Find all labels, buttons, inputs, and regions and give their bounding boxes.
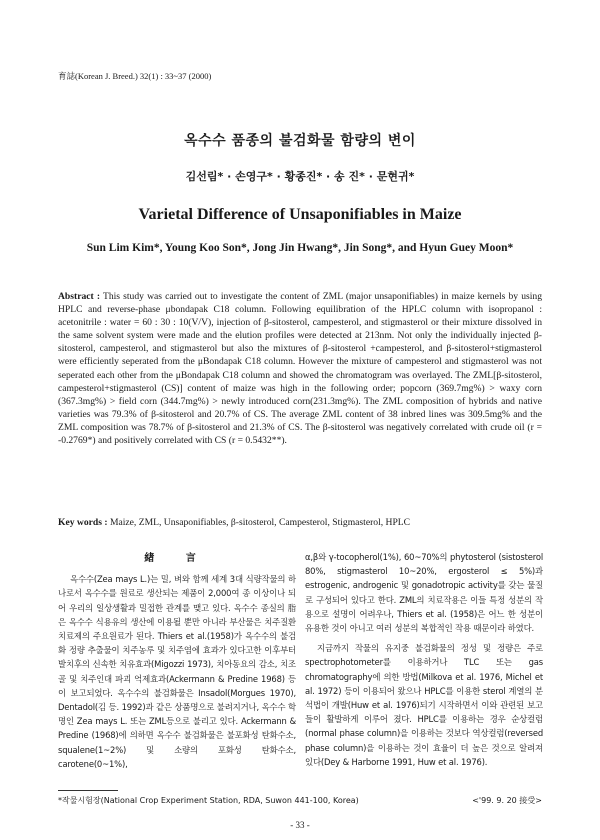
keywords-text: Maize, ZML, Unsaponifiables, β-sitosterol, Campesterol, Stigmasterol, HPLC [107, 517, 411, 528]
right-column [305, 550, 543, 769]
footnote [58, 795, 542, 806]
korean-authors: 김선림* · 손영구* · 황종진* · 송 진* · 문현귀* [185, 170, 415, 183]
right-paragraph-1: α,β와 γ-tocopherol(1%), 60~70%의 phytosterol (sistosterol 80%, stigmasterol 10~20%, ergosterol ≤ 5%)과 estrogenic, androgenic 및 gonadotropic activity를 갖는 물질로 구성되어 있다고 한다. ZML의 치료작용은 이들 특정 성분의 작용으로 설명이 어려우나, Thiers et al. (1958)은 어느 한 성분이 유용한 것이 아니고 여러 성분의 복합적인 작용 때문이라 하였다. [305, 552, 543, 634]
korean-title: 옥수수 품종의 불검화물 함량의 변이 [184, 133, 416, 149]
abstract [58, 290, 542, 447]
footnote-divider [58, 790, 118, 791]
keywords-label: Key words : [58, 517, 108, 528]
left-paragraph-1: 옥수수(Zea mays L.)는 밀, 벼와 함께 세계 3대 식량작물의 하나로서 옥수수를 원료로 생산되는 제품이 2,000여 종 이상이나 되어 우리의 일상생활과 밀접한 관계를 맺고 있다. 옥수수 종실의 脂은 옥수수 식용유의 생산에 이용될 뿐만 아니라 부산물은 치주질환 치료제의 주요원료가 된다. Thiers et al.(1958)가 옥수수의 불검화 정량 추출물이 치주농루 및 치주염에 효과가 있다고한 이후부터 발치후의 신속한 치유효과(Migozzi 1973), 치아동요의 감소, 치조골 및 치주인대 파괴 억제효과(Ackermann & Predine 1968) 등이 보고되었다. 옥수수의 불검화물은 Insadol(Morgues 1970), Dentadol(김 등. 1992)과 같은 상품명으로 불려지거나, 옥수수 학명인 Zea mays L. 또는 ZML등으로 불리고 있다. Ackermann & Predine (1968)에 의하면 옥수수 불검화물은 불포화성 탄화수소, squalene(1~2%) 및 소량의 포화성 탄화수소, carotene(0~1%), [58, 574, 296, 769]
footnote-received-date: <'99. 9. 20 接受> [472, 796, 542, 805]
journal-header: 育誌(Korean J. Breed.) 32(1) : 33~37 (2000) [58, 71, 212, 81]
english-authors: Sun Lim Kim*, Young Koo Son*, Jong Jin Hwang*, Jin Song*, and Hyun Guey Moon* [86, 242, 514, 254]
left-column [58, 548, 296, 771]
page-number: - 33 - [290, 820, 310, 830]
english-title: Varietal Difference of Unsaponifiables in Maize [138, 206, 462, 223]
keywords [58, 516, 542, 529]
abstract-text: This study was carried out to investigate the content of ZML (major unsaponifiables) in maize kernels by using HPLC and reverse-phase μbondapak C18 column. Following equilibration of the HPLC column with isopropanol : acetonitrile : water = 60 : 30 : 10(V/V), injection of β-sitosterol, campesterol, and stigmasterol or their mixture dissolved in the same solvent system were made and the elution profiles were detected at 213nm. Not only the individually injected β-sitosterol, campesterol, and stigmasterol but also the mixtures of β-sitosterol +campesterol, and β-sitosterol+stigmasterol were efficiently seperated from the μBondapak C18 column. However the mixture of campesterol and stigmasterol was not seperated each other from the μBondapak C18 column and showed the chromatogram was overlayed. The ZML[β-sitosterol, campesterol+stigmasterol (CS)] content of maize was high in the following order; popcorn (369.7mg%) > waxy corn (367.3mg%) > field corn (344.7mg%) > newly introduced corn(231.3mg%). The ZML composition of hybrids and native varieties was 79.3% of β-sitosterol and 20.7% of CS. The average ZML content of 38 inbred lines was 309.5mg% and the ZML composition was 78.7% of β-sitosterol and 21.3% of CS. The β-sitosterol was negatively correlated with crude oil (r = -0.2769*) and positively correlated with CS (r = 0.5432**). [58, 291, 543, 447]
right-paragraph-2: 지금까지 작물의 유지중 불검화물의 정성 및 정량은 주로 spectrophotometer를 이용하거나 TLC 또는 gas chromatography에 의한 방법(Milkova et al. 1976, Michel et al. 1972) 등이 이용되어 왔으나 HPLC를 이용한 sterol 계열의 분석법이 개발(Huw et al. 1976)되기 시작하면서 이와 관련된 보고들이 활발하게 이루어 졌다. HPLC를 이용하는 경우 순상컬럼(normal phase column)을 이용하는 것보다 역상컬럼(reversed phase column)을 이용하는 것이 효율이 더 높은 것으로 알려져 있다(Dey & Harborne 1991, Huw et al. 1976). [305, 643, 543, 767]
abstract-label: Abstract : [58, 291, 101, 302]
footnote-affiliation: *작물시험장(National Crop Experiment Station, RDA, Suwon 441-100, Korea) [58, 796, 359, 805]
section-heading: 緖 言 [144, 553, 210, 564]
